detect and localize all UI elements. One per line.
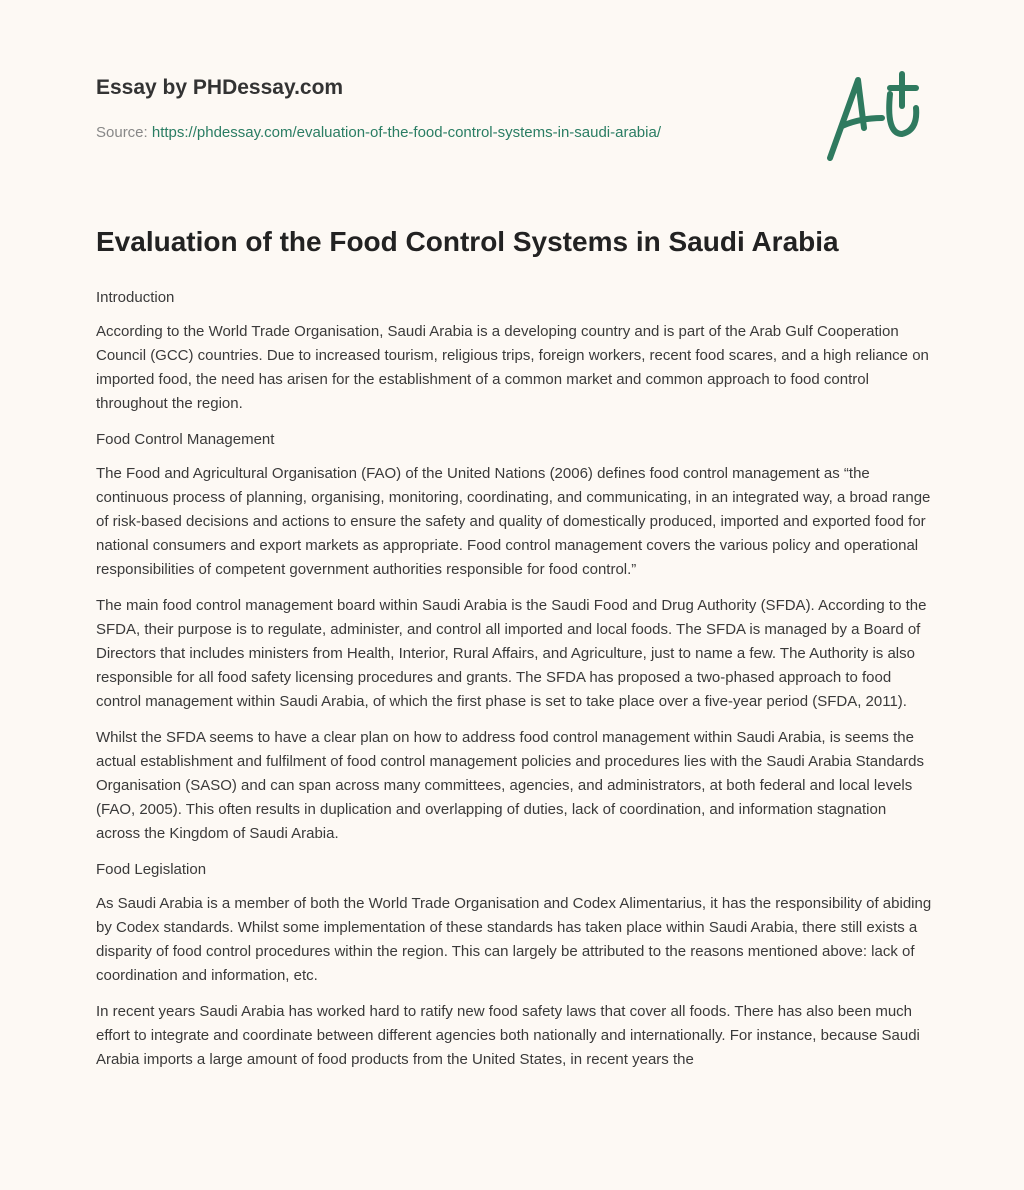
- paragraph: The Food and Agricultural Organisation (FAO) of the United Nations (2006) defines food control management as “the continuous process of planning, organising, monitoring, coordinating, and communicating, in an integrated way, a broad range of risk-based decisions and actions to ensure the safety and quality of domestically produced, imported and exported food for national consumers and export markets as appropriate. Food control management covers the various policy and operational responsibilities of competent government authorities responsible for food control.”: [96, 465, 931, 578]
- paragraph: Whilst the SFDA seems to have a clear plan on how to address food control management within Saudi Arabia, is seems the actual establishment and fulfilment of food control management policies and procedures lies with the Saudi Arabia Standards Organisation (SASO) and can span across many committees, agencies, and administrators, at both federal and local levels (FAO, 2005). This often results in duplication and overlapping of duties, lack of coordination, and information stagnation across the Kingdom of Saudi Arabia.: [96, 729, 924, 842]
- section-heading: Introduction: [96, 289, 175, 306]
- essay-body: [96, 286, 932, 1084]
- paragraph: According to the World Trade Organisation, Saudi Arabia is a developing country and is part of the Arab Gulf Cooperation Council (GCC) countries. Due to increased tourism, religious trips, foreign workers, recent food scares, and a high reliance on imported food, the need has arisen for the establishment of a common market and common approach to food control throughout the region.: [96, 323, 929, 412]
- source-line: [96, 124, 661, 141]
- section-heading: Food Control Management: [96, 431, 275, 448]
- paragraph: As Saudi Arabia is a member of both the World Trade Organisation and Codex Alimentarius, it has the responsibility of abiding by Codex standards. Whilst some implementation of these standards has taken place within Saudi Arabia, there still exists a disparity of food control procedures within the region. This can largely be attributed to the reasons mentioned above: lack of coordination and information, etc.: [96, 895, 932, 984]
- section-heading: Food Legislation: [96, 861, 207, 878]
- site-brand: Essay by PHDessay.com: [96, 76, 344, 99]
- a-plus-logo: [820, 68, 930, 168]
- source-link[interactable]: https://phdessay.com/evaluation-of-the-food-control-systems-in-saudi-arabia/: [151, 124, 661, 141]
- paragraph: In recent years Saudi Arabia has worked hard to ratify new food safety laws that cover all foods. There has also been much effort to integrate and coordinate between different agencies both nationally and internationally. For instance, because Saudi Arabia imports a large amount of food products from the United States, in recent years the: [96, 1003, 920, 1068]
- paragraph: The main food control management board within Saudi Arabia is the Saudi Food and Drug Authority (SFDA). According to the SFDA, their purpose is to regulate, administer, and control all imported and local foods. The SFDA is managed by a Board of Directors that includes ministers from Health, Interior, Rural Affairs, and Agriculture, just to name a few. The Authority is also responsible for all food safety licensing procedures and grants. The SFDA has proposed a two-phased approach to food control management within Saudi Arabia, of which the first phase is set to take place over a five-year period (SFDA, 2011).: [96, 597, 927, 710]
- source-label: Source:: [96, 124, 152, 141]
- page-title: Evaluation of the Food Control Systems in Saudi Arabia: [96, 226, 839, 257]
